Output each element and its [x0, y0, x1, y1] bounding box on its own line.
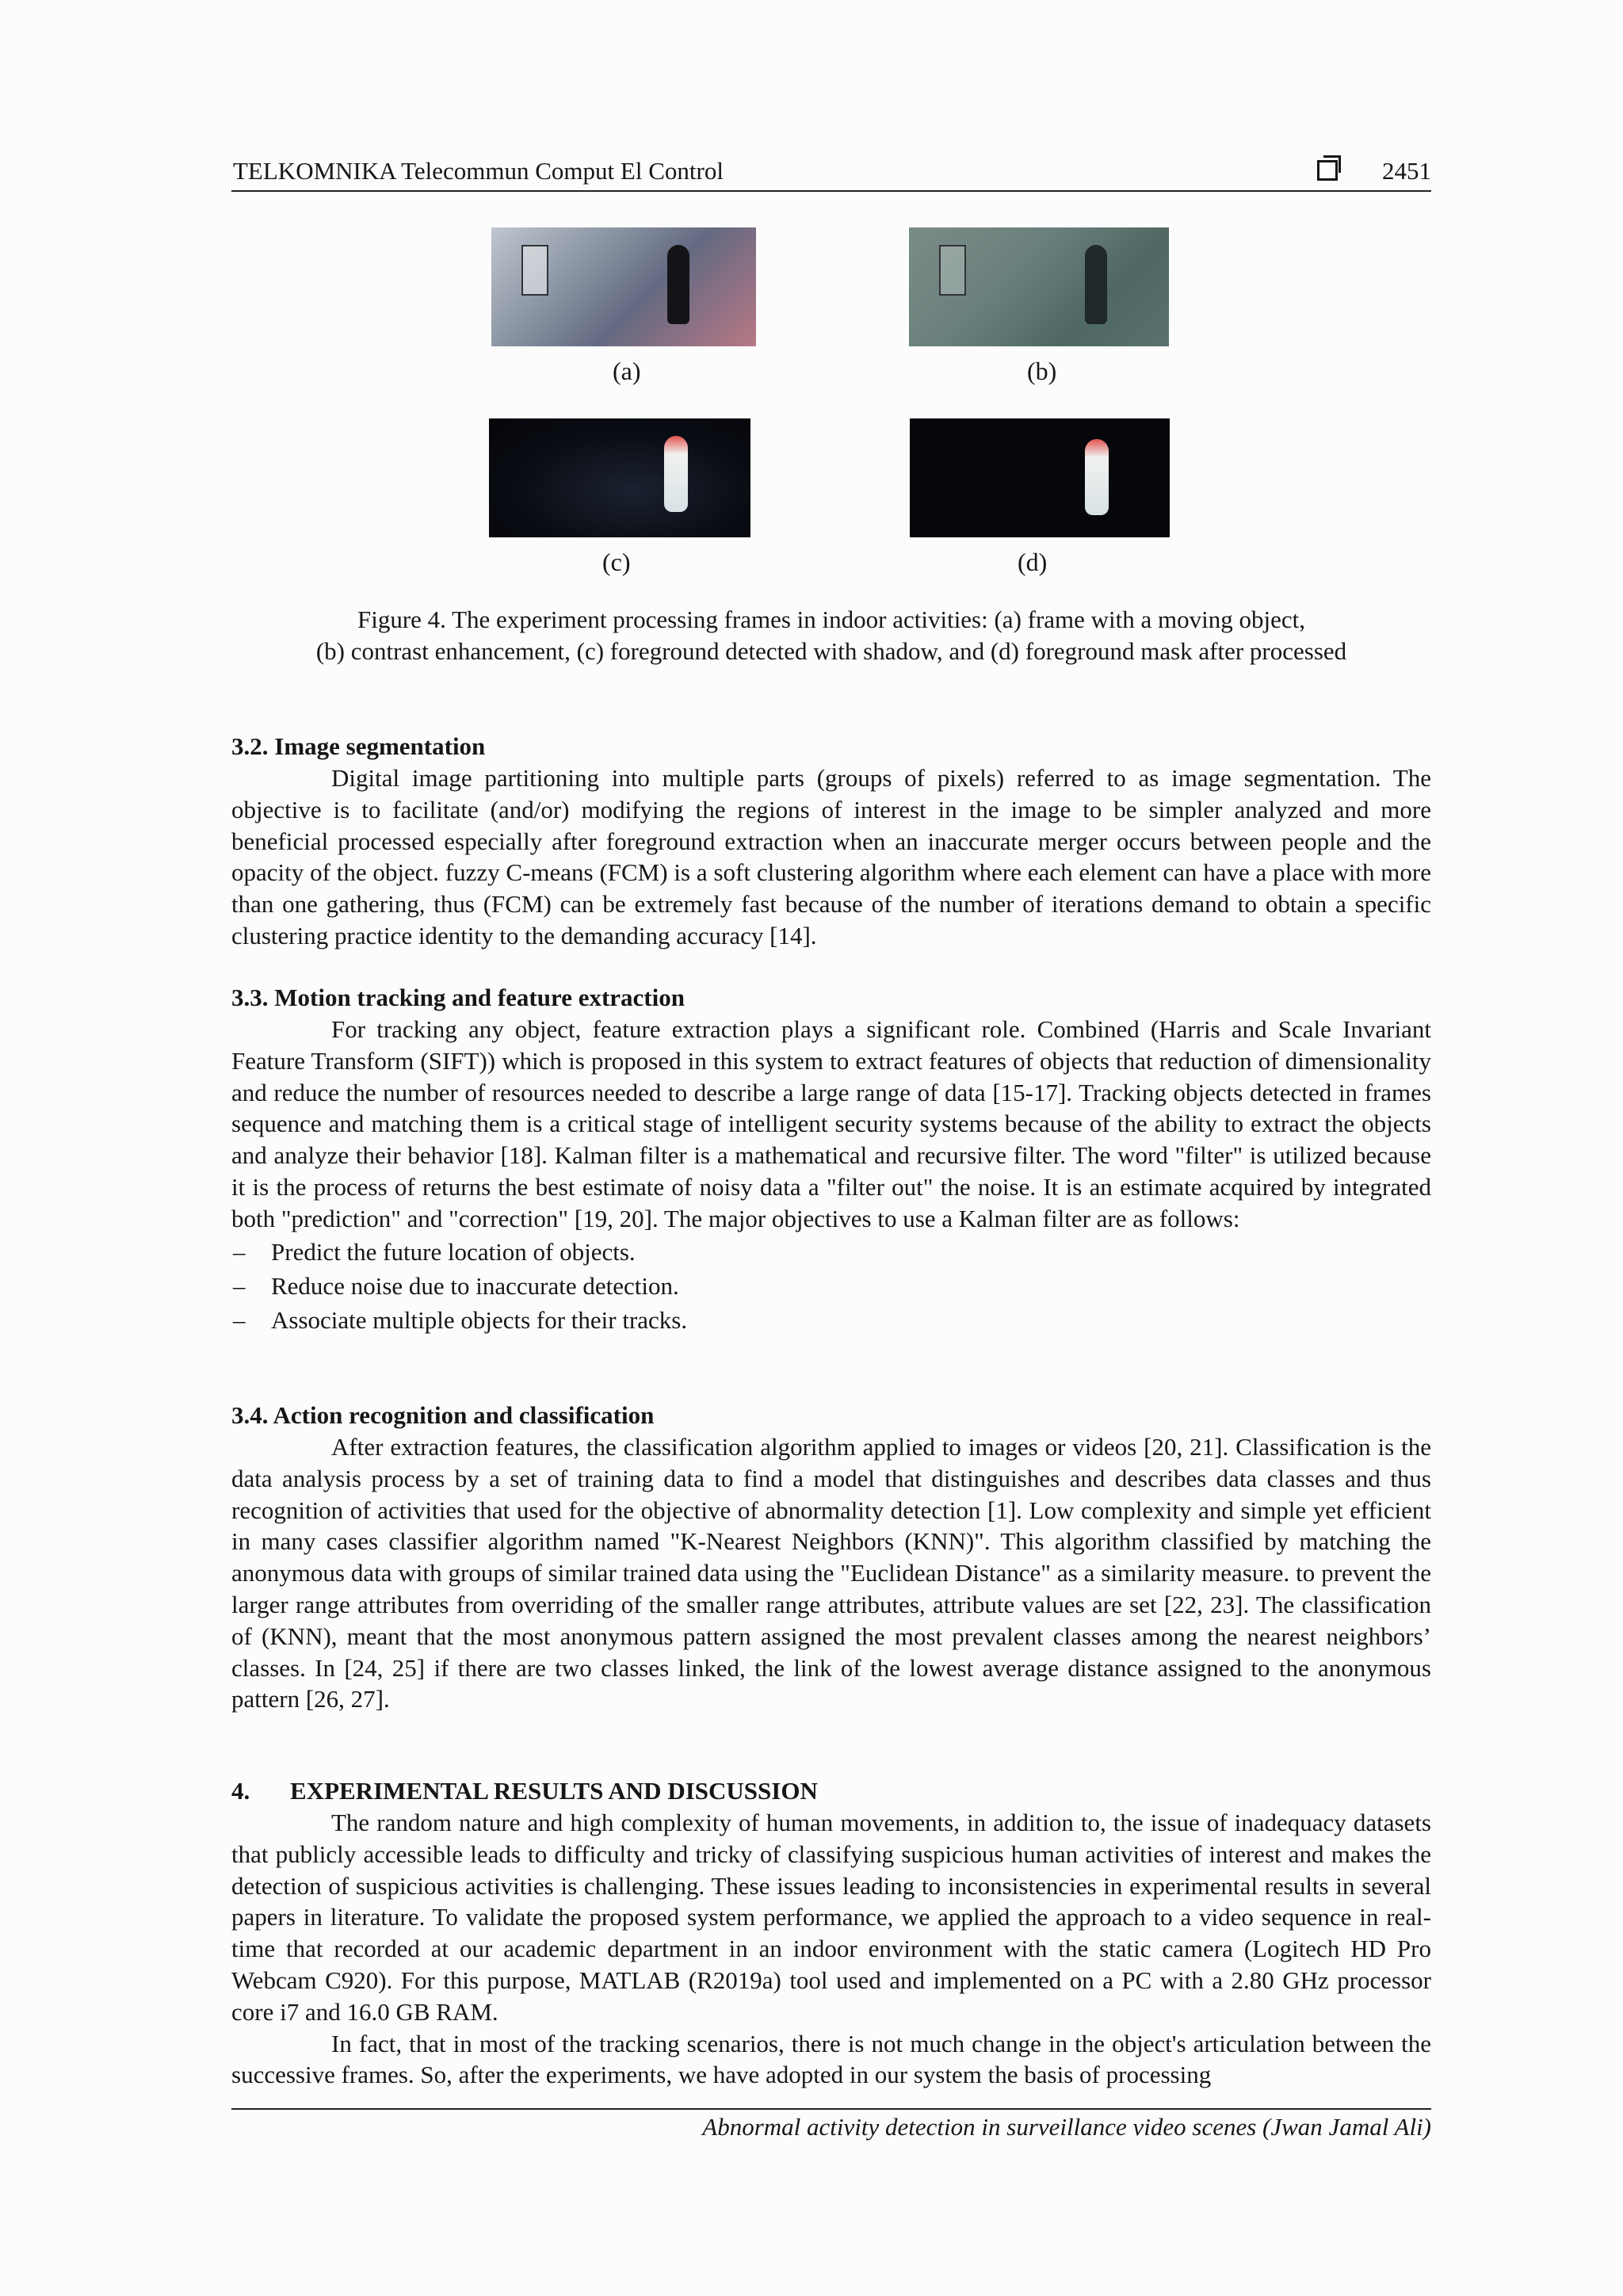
section-heading: 3.3. Motion tracking and feature extraction [231, 984, 685, 1011]
section-heading: 3.4. Action recognition and classification [231, 1401, 655, 1429]
section-title: EXPERIMENTAL RESULTS AND DISCUSSION [290, 1777, 818, 1805]
foreground-blob [664, 436, 688, 512]
page-header [231, 157, 1431, 190]
objectives-list [231, 1235, 1431, 1337]
figure-sublabel-a: (a) [613, 357, 641, 385]
section-heading [231, 1775, 1431, 1807]
figure-caption [231, 604, 1431, 667]
walking-person [1085, 245, 1107, 324]
body-paragraph: In fact, that in most of the tracking scenarios, there is not much change in the object's articulation between the successive frames. So, after the experiments, we have adopted in our system the basis of processing [231, 2029, 1431, 2089]
section-heading: 3.2. Image segmentation [231, 732, 486, 760]
list-item: – Predict the future location of objects. [231, 1235, 1431, 1269]
body-paragraph: For tracking any object, feature extraction plays a significant role. Combined (Harris and Scale Invariant Feature Transform (SIFT)) which is proposed in this system to extract features of objects that reduction of dimensionality and reduce the number of resources needed to describe a large range of data [15-17]. Tracking objects detected in frames sequence and matching them is a critical stage of intelligent security systems because of the ability to extract the objects and analyze their behavior [18]. Kalman filter is a mathematical and recursive filter. The word "filter" is utilized because it is the process of returns the best estimate of noisy data a "filter out" the noise. It is an estimate acquired by integrated both "prediction" and "correction" [19, 20]. The major objectives to use a Kalman filter are as follows: [231, 1015, 1431, 1232]
figure-frame-a [491, 227, 756, 346]
walking-person [667, 245, 689, 324]
list-item: – Reduce noise due to inaccurate detection. [231, 1269, 1431, 1303]
body-paragraph: The random nature and high complexity of human movements, in addition to, the issue of inadequacy datasets that publicly accessible leads to difficulty and tricky of classifying suspicious human activities of interest and makes the detection of suspicious activities is challenging. These issues leading to inconsistencies in experimental results in several papers in literature. To validate the proposed system performance, we applied the approach to a video sequence in real-time that recorded at our academic department in an indoor environment with the static camera (Logitech HD Pro Webcam C920). For this purpose, MATLAB (R2019a) tool used and implemented on a PC with a 2.80 GHz processor core i7 and 16.0 GB RAM. [231, 1809, 1431, 2026]
caption-line-2: (b) contrast enhancement, (c) foreground detected with shadow, and (d) foreground mask after processed [315, 637, 1347, 665]
body-paragraph: Digital image partitioning into multiple parts (groups of pixels) referred to as image segmentation. The objective is to facilitate (and/or) modifying the regions of interest in the image to be simpler analyzed and more beneficial processed especially after foreground extraction when an inaccurate merger occurs between people and the opacity of the object. fuzzy C-means (FCM) is a soft clustering algorithm where each element can have a place with more than one gathering, thus (FCM) can be extremely fast because of the number of iterations demand to obtain a specific clustering practice identity to the demanding accuracy [14]. [231, 764, 1431, 949]
section-number: 4. [231, 1777, 250, 1805]
wall-poster [521, 245, 548, 296]
figure-frame-c [489, 418, 750, 537]
figure-sublabel-d: (d) [1018, 548, 1048, 576]
wall-poster [939, 245, 966, 296]
footer-rule [231, 2108, 1431, 2110]
figure-sublabel-b: (b) [1027, 357, 1057, 385]
journal-name: TELKOMNIKA Telecommun Comput El Control [233, 157, 724, 185]
body-paragraph: After extraction features, the classification algorithm applied to images or videos [20, 21]. Classification is the data analysis process by a set of training data to find a model that distinguishes and describes data classes and thus recognition of activities that used for the objective of abnormality detection [1]. Low complexity and simple yet efficient in many cases classifier algorithm named "K-Nearest Neighbors (KNN)". This algorithm classified by matching the anonymous data with groups of similar trained data using the "Euclidean Distance" as a similarity measure. to prevent the larger range attributes from overriding of the smaller range attributes, attribute values are set [22, 23]. The classification of (KNN), meant that the most anonymous pattern assigned the most prevalent classes among the nearest neighbors’ classes. In [24, 25] if there are two classes linked, the link of the lowest average distance assigned to the anonymous pattern [26, 27]. [231, 1433, 1431, 1713]
page-number: 2451 [1382, 157, 1431, 185]
caption-line-1: Figure 4. The experiment processing frames in indoor activities: (a) frame with a moving object, [357, 606, 1306, 633]
list-item: – Associate multiple objects for their tracks. [231, 1303, 1431, 1337]
foreground-blob [1085, 439, 1109, 515]
section-image-segmentation [231, 731, 1431, 952]
running-footer: Abnormal activity detection in surveillance video scenes (Jwan Jamal Ali) [702, 2113, 1431, 2141]
figure-sublabel-c: (c) [602, 548, 631, 576]
figure-frame-b [909, 227, 1169, 346]
section-action-recognition [231, 1400, 1431, 1715]
square-bullet-icon [1317, 160, 1338, 181]
figure-frame-d [910, 418, 1170, 537]
section-experimental-results [231, 1775, 1431, 2091]
header-rule [231, 190, 1431, 192]
section-motion-tracking [231, 982, 1431, 1337]
